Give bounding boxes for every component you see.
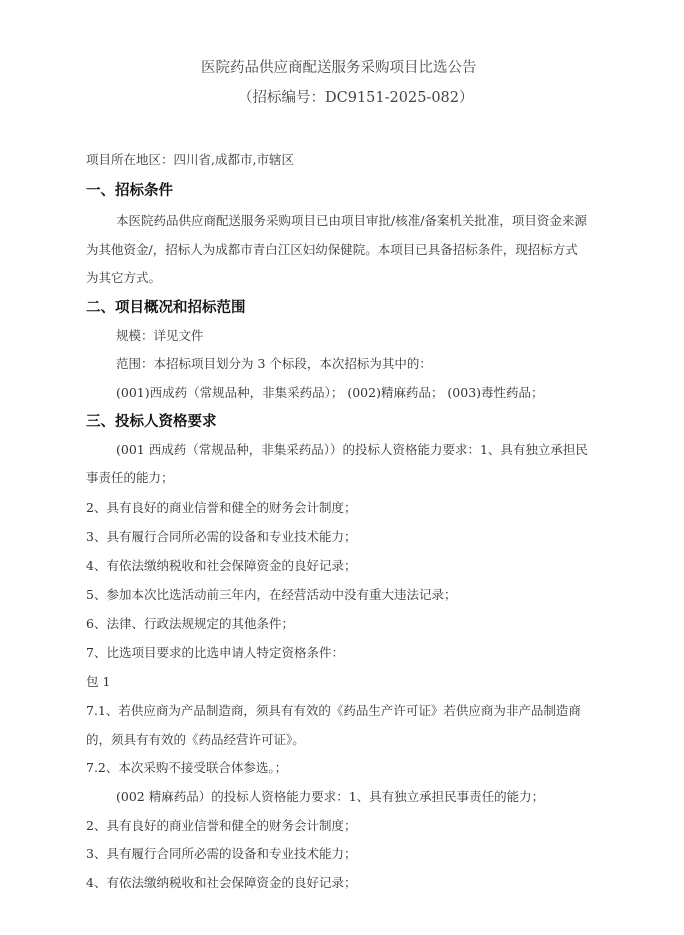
requirement-line: 6、法律、行政法规规定的其他条件； [86, 616, 294, 631]
requirement-line: 4、有依法缴纳税收和社会保障资金的良好记录； [86, 558, 357, 573]
section-1-line-3: 为其它方式。 [86, 270, 162, 285]
section-2-scale: 规模：详见文件 [116, 328, 204, 343]
section-2-heading: 二、项目概况和招标范围 [86, 300, 246, 316]
requirement-line: 3、具有履行合同所必需的设备和专业技术能力； [86, 529, 357, 544]
requirement-line: 2、具有良好的商业信誉和健全的财务会计制度； [86, 500, 357, 515]
package-label: 包 1 [86, 674, 111, 689]
project-location: 项目所在地区：四川省,成都市,市辖区 [86, 152, 294, 167]
requirement-line: 7.1、若供应商为产品制造商，须具有有效的《药品生产许可证》若供应商为非产品制造商 [86, 703, 581, 718]
document-title: 医院药品供应商配送服务采购项目比选公告 [201, 60, 477, 76]
requirement-line: 3、具有履行合同所必需的设备和专业技术能力； [86, 846, 357, 861]
section-1-heading: 一、招标条件 [86, 183, 173, 199]
requirement-line: (002 精麻药品）的投标人资格能力要求：1、具有独立承担民事责任的能力； [116, 789, 545, 804]
requirement-line: 2、具有良好的商业信誉和健全的财务会计制度； [86, 818, 357, 833]
requirement-line: 4、有依法缴纳税收和社会保障资金的良好记录； [86, 875, 357, 890]
section-2-range: 范围：本招标项目划分为 3 个标段，本次招标为其中的： [116, 356, 432, 371]
section-2-lots: (001)西成药（常规品种，非集采药品）； (002)精麻药品； (003)毒性药品； [116, 385, 544, 400]
section-1-line-2: 为其他资金/，招标人为成都市青白江区妇幼保健院。本项目已具备招标条件，现招标方式 [86, 242, 578, 257]
requirement-line: 5、参加本次比选活动前三年内，在经营活动中没有重大违法记录； [86, 587, 457, 602]
section-1-line-1: 本医院药品供应商配送服务采购项目已由项目审批/核准/备案机关批准，项目资金来源 [116, 213, 587, 228]
tender-code: （招标编号：DC9151-2025-082） [238, 90, 474, 106]
requirement-line: 事责任的能力； [86, 470, 174, 485]
section-3-heading: 三、投标人资格要求 [86, 414, 217, 430]
requirement-line: 的，须具有有效的《药品经营许可证》。 [86, 732, 305, 747]
requirement-line: 7、比选项目要求的比选申请人特定资格条件： [86, 645, 344, 660]
requirement-line: (001 西成药（常规品种，非集采药品））的投标人资格能力要求：1、具有独立承担民 [116, 442, 588, 457]
requirement-line: 7.2、本次采购不接受联合体参选。； [86, 760, 288, 775]
